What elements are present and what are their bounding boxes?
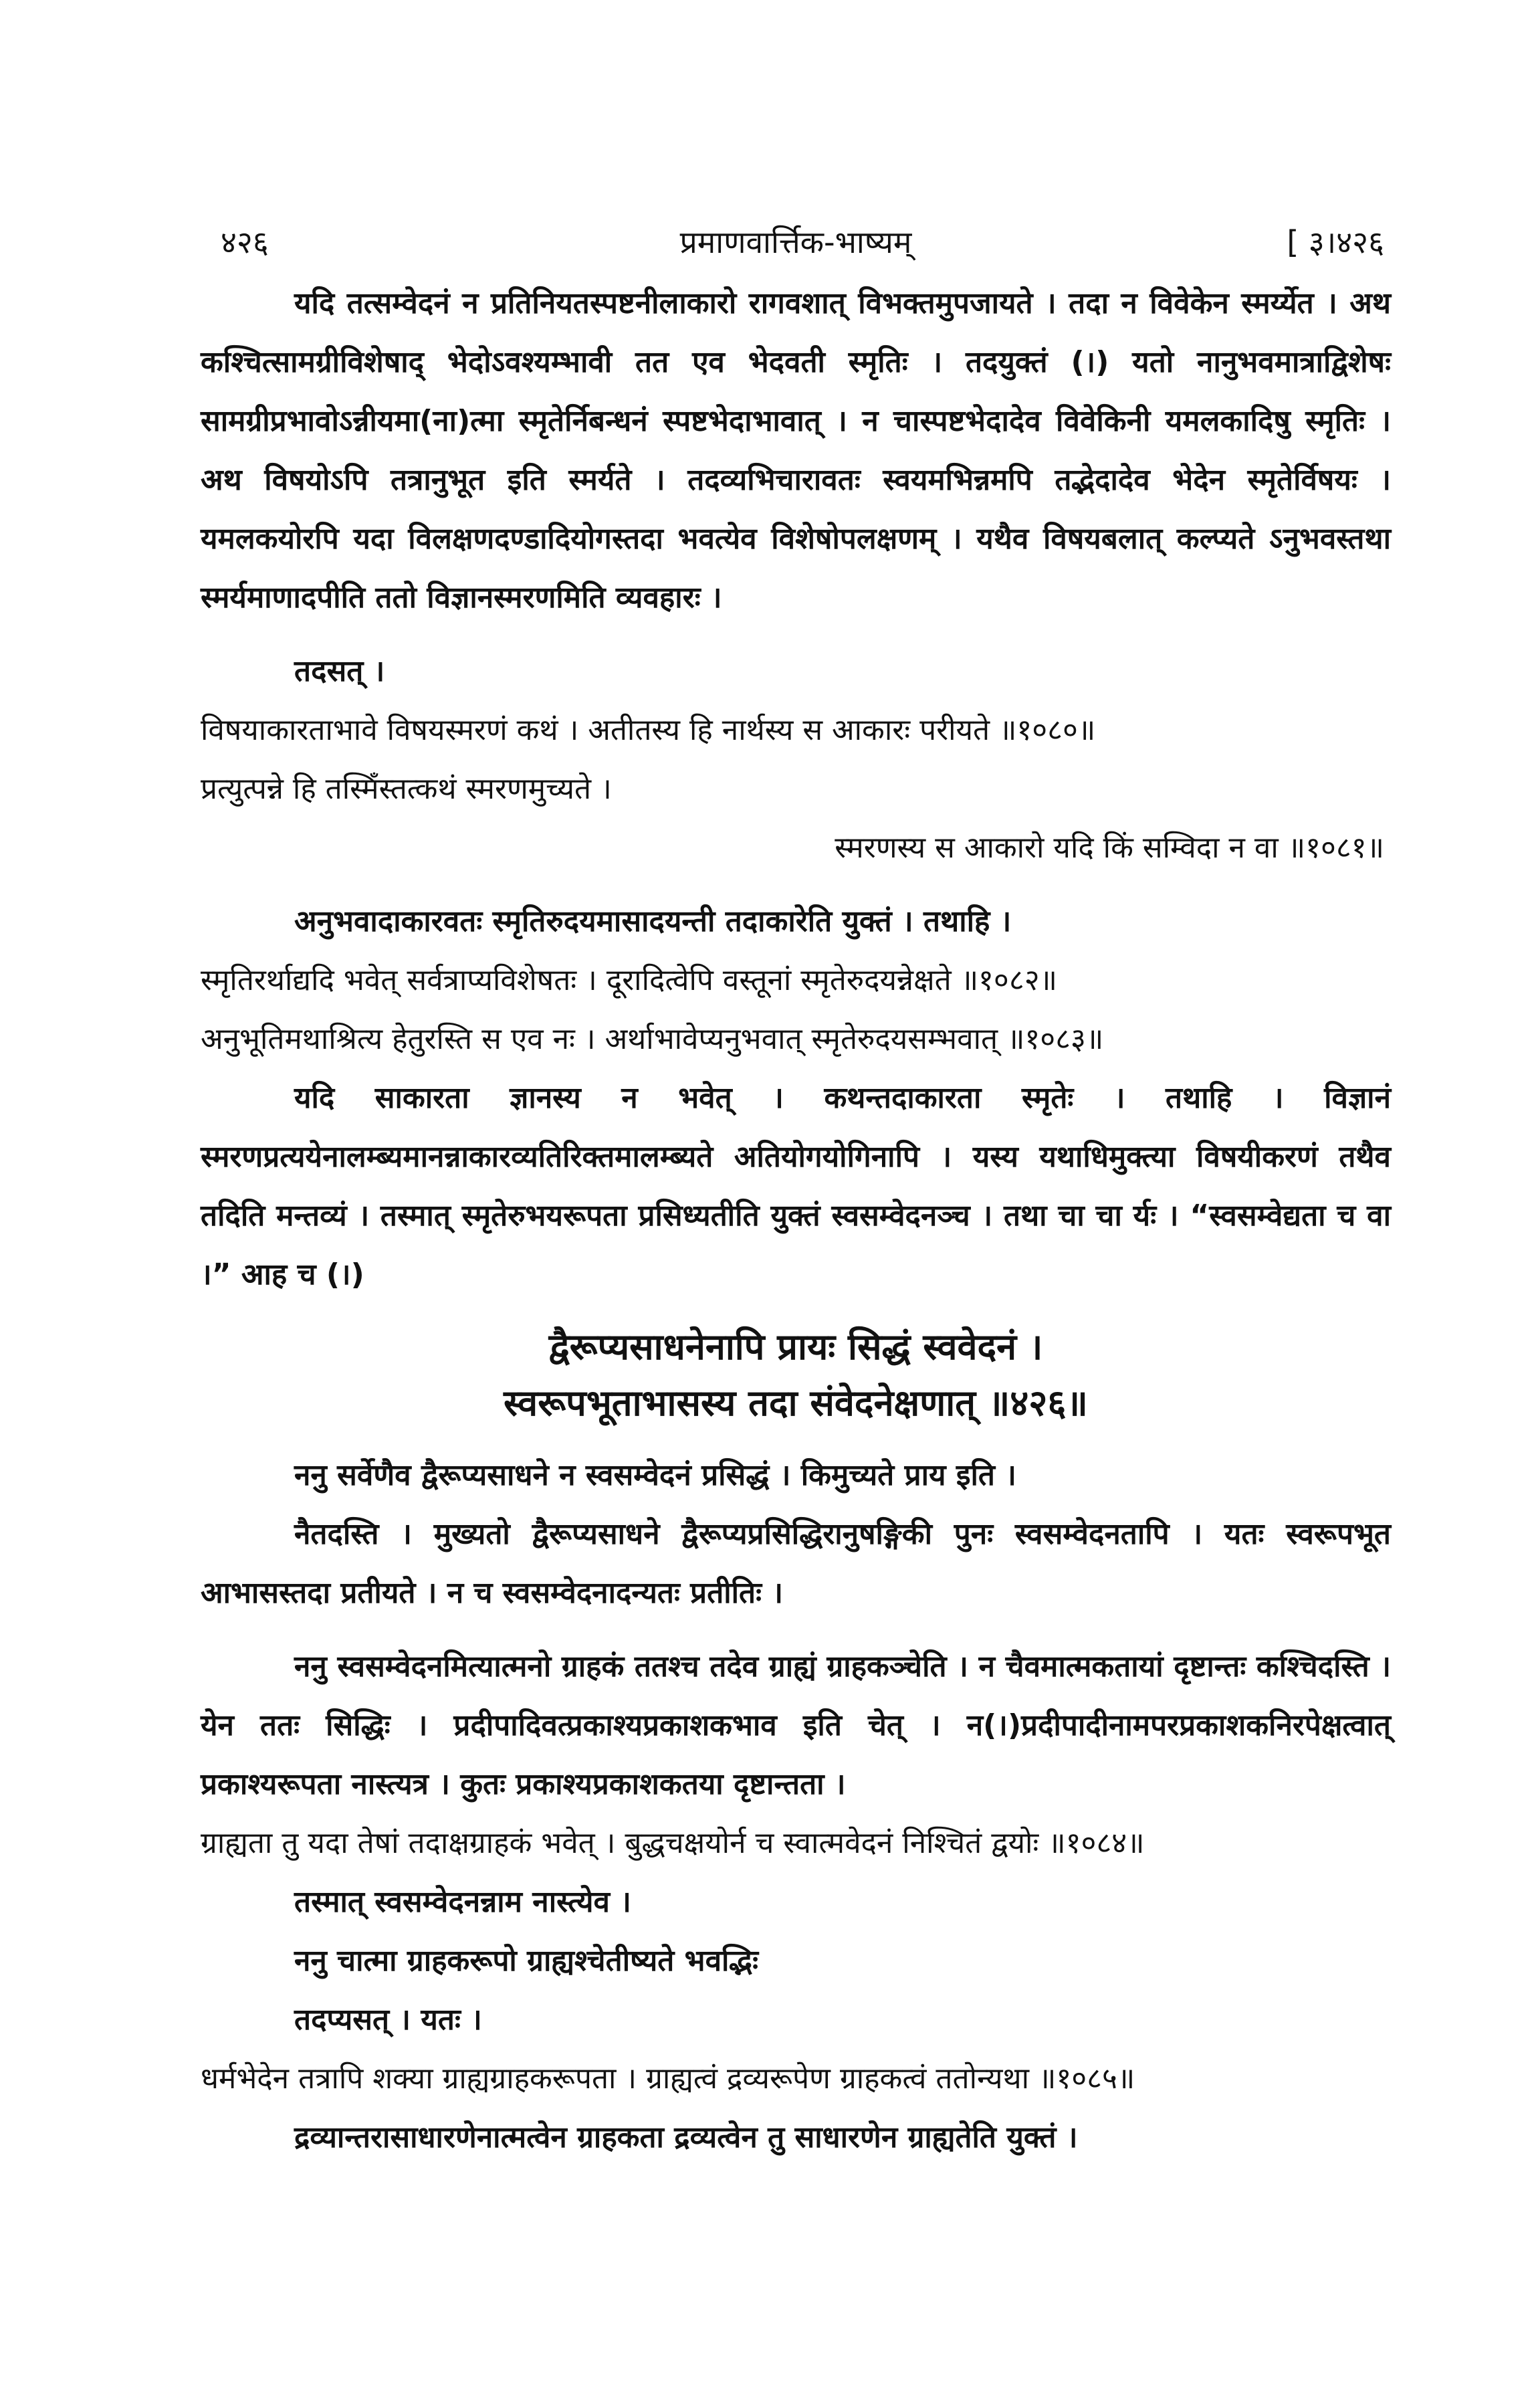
commentary-nanu-2: ननु स्वसम्वेदनमित्यात्मनो ग्राहकं ततश्च तदेव ग्राह्यं ग्राहकञ्चेति । न चैवमात्मकतायां दृष्टान्तः कश्चिदस्ति । येन ततः सिद्धिः । प्रदीपादिवत्प्रकाश्यप्रकाशकभाव इति चेत् । न(।)प्रदीपादीनामपरप्रकाशकनिरपेक्षत्वात् प्रकाश्यरूपता नास्त्यत्र । कुतः प्रकाश्यप्रकाशकतया दृष्टान्तता । (201, 1649, 1391, 1801)
verse-1082: स्मृतिरर्थाद्यदि भवेत् सर्वत्राप्यविशेषतः । दूरादित्वेपि वस्तूनां स्मृतेरुदयन्नेक्षते ॥१०८२॥ (201, 963, 1057, 997)
running-title: प्रमाणवार्त्तिक-भाष्यम् (679, 224, 912, 260)
karika-426-line-2: स्वरूपभूताभासस्य तदा संवेदनेक्षणात् ॥४२६॥ (504, 1382, 1088, 1424)
verse-1083: अनुभूतिमथाश्रित्य हेतुरस्ति स एव नः । अर्थाभावेप्यनुभवात् स्मृतेरुदयसम्भवात् ॥१०८३॥ (201, 1022, 1104, 1056)
commentary-anubhava: अनुभवादाकारवतः स्मृतिरुदयमासादयन्ती तदाकारेति युक्तं । तथाहि । (294, 904, 1012, 938)
commentary-paragraph-1: यदि तत्सम्वेदनं न प्रतिनियतस्पष्टनीलाकारो रागवशात् विभक्तमुपजायते । तदा न विवेकेन स्मर्य्येत । अथ कश्चित्सामग्रीविशेषाद् भेदोऽवश्यम्भावी तत एव भेदवती स्मृतिः । तदयुक्तं (।) यतो नानुभवमात्राद्विशेषः सामग्रीप्रभावोऽन्नीयमा(ना)त्मा स्मृतेर्निबन्धनं स्पष्टभेदाभावात् । न चास्पष्टभेदादेव विवेकिनी यमलकादिषु स्मृतिः । अथ विषयोऽपि तत्रानुभूत इति स्मर्यते । तदव्यभिचारावतः स्वयमभिन्नमपि तद्भेदादेव भेदेन स्मृतेर्विषयः । यमलकयोरपि यदा विलक्षणदण्डादियोगस्तदा भवत्येव विशेषोपलक्षणम् । यथैव विषयबलात् कल्प्यते ऽनुभवस्तथा स्मर्यमाणादपीति ततो विज्ञानस्मरणमिति व्यवहारः । (201, 286, 1391, 615)
commentary-tadapi: तदप्यसत् । यतः । (294, 2003, 482, 2037)
verse-1080-line-1: विषयाकारताभावे विषयस्मरणं कथं । अतीतस्य हि नार्थस्य स आकारः परीयते ॥१०८०॥ (201, 713, 1096, 747)
book-page (201, 221, 1391, 2167)
commentary-dravyantara: द्रव्यान्तरासाधारणेनात्मत्वेन ग्राहकता द्रव्यत्वेन तु साधारणेन ग्राह्यतेति युक्तं । (294, 2120, 1078, 2154)
commentary-nanu-3: ननु चात्मा ग्राहकरूपो ग्राह्यश्चेतीष्यते भवद्भिः (294, 1944, 759, 1978)
commentary-naitadasti: नैतदस्ति । मुख्यतो द्वैरूप्यसाधने द्वैरूप्यप्रसिद्धिरानुषङ्गिकी पुनः स्वसम्वेदनतापि । यतः स्वरूपभूत आभासस्तदा प्रतीयते । न च स्वसम्वेदनादन्यतः प्रतीतिः । (201, 1517, 1391, 1610)
commentary-nanu-1: ननु सर्वेणैव द्वैरूप्यसाधने न स्वसम्वेदनं प्रसिद्धं । किमुच्यते प्राय इति । (294, 1458, 1016, 1492)
page-number: ४२६ (221, 224, 269, 260)
section-reference: [ ३।४२६ (1287, 224, 1384, 260)
verse-1081: स्मरणस्य स आकारो यदि किं सम्विदा न वा ॥१०८१॥ (835, 831, 1384, 865)
verse-1084: ग्राह्यता तु यदा तेषां तदाक्षग्राहकं भवेत् । बुद्धचक्षयोर्न च स्वात्मवेदनं निश्चितं द्वयोः ॥१०८४॥ (201, 1826, 1145, 1860)
commentary-tadasat: तदसत् । (294, 654, 385, 688)
commentary-sakarata: यदि साकारता ज्ञानस्य न भवेत् । कथन्तदाकारता स्मृतेः । तथाहि । विज्ञानं स्मरणप्रत्ययेनालम्ब्यमानन्नाकारव्यतिरिक्तमालम्ब्यते अतियोगयोगिनापि । यस्य यथाधिमुक्त्या विषयीकरणं तथैव तदिति मन्तव्यं । तस्मात् स्मृतेरुभयरूपता प्रसिध्यतीति युक्तं स्वसम्वेदनञ्च । तथा चा चा र्यः । “स्वसम्वेद्यता च वा ।” आह च (।) (201, 1081, 1391, 1292)
commentary-tasmat: तस्मात् स्वसम्वेदनन्नाम नास्त्येव । (294, 1885, 631, 1919)
verse-1080-line-2: प्रत्युत्पन्ने हि तस्मिँस्तत्कथं स्मरणमुच्यते । (201, 772, 612, 806)
page-header (201, 221, 1391, 274)
verse-1085: धर्मभेदेन तत्रापि शक्या ग्राह्यग्राहकरूपता । ग्राह्यत्वं द्रव्यरूपेण ग्राहकत्वं ततोन्यथा ॥१०८५॥ (201, 2062, 1135, 2096)
karika-426-line-1: द्वैरूप्यसाधनेनापि प्रायः सिद्धं स्ववेदनं । (548, 1326, 1043, 1368)
